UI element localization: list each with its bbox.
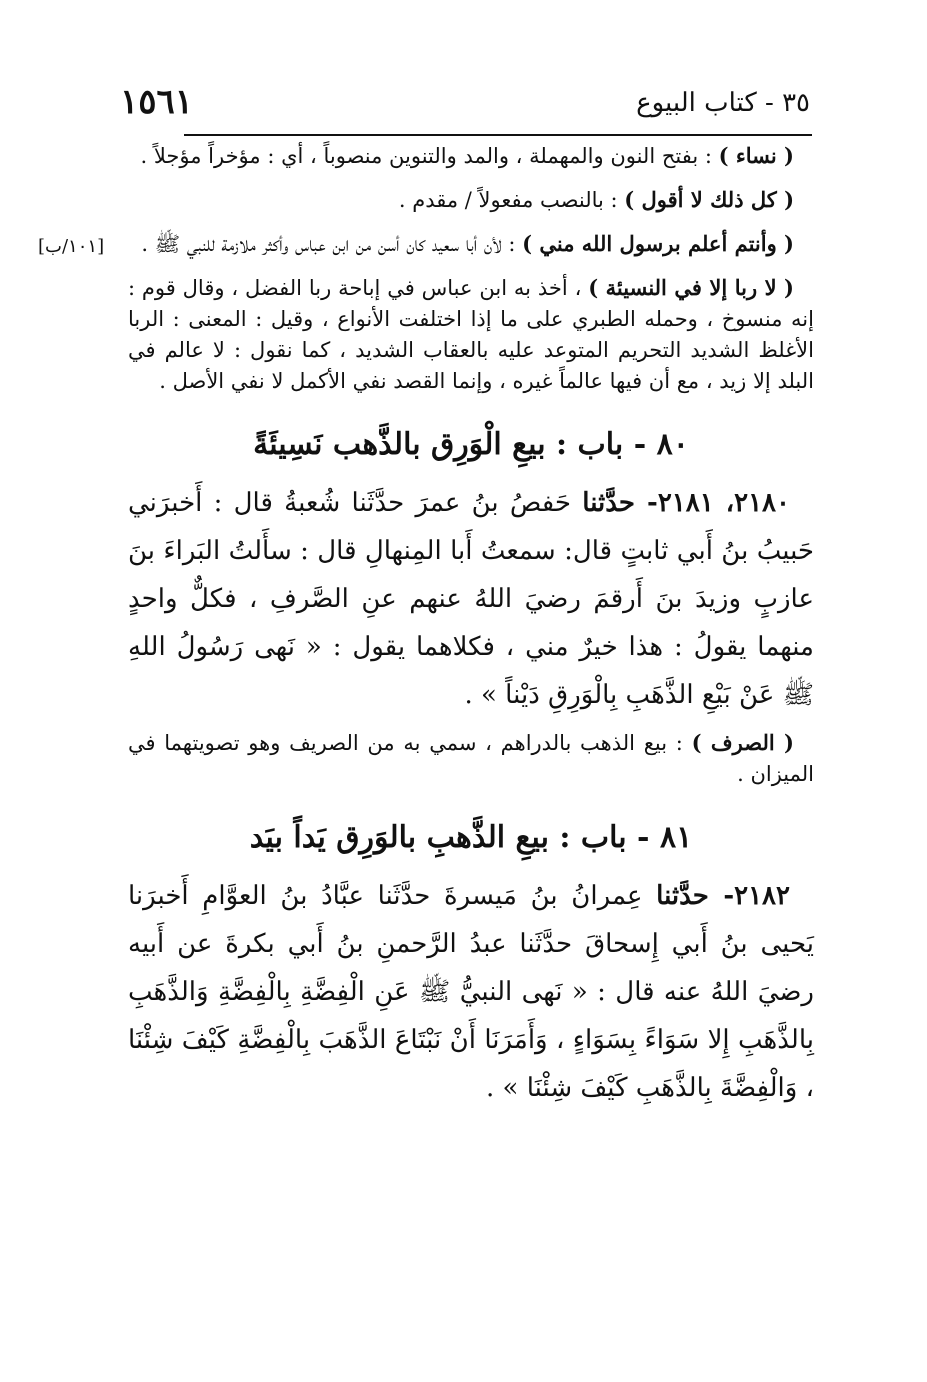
- running-head: ٣٥ - كتاب البيوع: [636, 88, 810, 118]
- chapter-heading-80: ٨٠ - باب : بيعِ الْوَرِق بالذَّهب نَسِيئَةً: [253, 427, 689, 462]
- commentary-note: [128, 228, 814, 260]
- hadith-haddathana: حدَّثنا: [656, 881, 724, 911]
- hadith-number: ٢١٨٠، ٢١٨١-: [647, 488, 790, 518]
- note-text: : بيع الذهب بالدراهم ، سمي به من الصريف وهو تصويتهما في الميزان .: [128, 731, 814, 786]
- commentary-note: [128, 272, 814, 397]
- hadith-2182: [128, 872, 814, 1112]
- note-text: ، أخذ به ابن عباس في إباحة ربا الفضل ، وقال قوم : إنه منسوخ ، وحمله الطبري على ما إذا اختلفت الأنواع ، وقيل : المعنى : الربا الأغلظ الشديد التحريم المتوعد عليه بالعقاب الشديد ، كما نقول : لا عالم في البلد إلا زيد ، مع أن فيها عالماً غيره ، وإنما القصد نفي الأكمل لا نفي الأصل .: [128, 276, 814, 393]
- note-lemma: ( لا ربا إلا في النسيئة ): [588, 275, 794, 300]
- commentary-note: [128, 140, 814, 172]
- note-lemma: ( كل ذلك لا أقول ): [624, 187, 794, 212]
- note-text: : بالنصب مفعولاً / مقدم .: [398, 188, 625, 212]
- hadith-2180: [128, 479, 814, 719]
- hadith-text: عِمرانُ بنُ مَيسرةَ حدَّثَنا عبَّادُ بنُ العوَّامِ أَخبرَنا يَحيى بنُ أَبي إِسحاقَ حدَّثَنا عبدُ الرَّحمنِ بنُ أَبي بكرةَ عن أَبيه رضيَ اللهُ عنه قال : « نَهى النبيُّ ﷺ عَنِ الْفِضَّةِ بِالْفِضَّةِ وَالذَّهَبِ بِالذَّهَبِ إِلا سَوَاءً بِسَوَاءٍ ، وَأَمَرَنَا أَنْ نَبْتَاعَ الذَّهَبَ بِالْفِضَّةِ كَيْفَ شِئْنَا ، وَالْفِضَّةَ بِالذَّهَبِ كَيْفَ شِئْنَا » .: [128, 881, 814, 1103]
- hadith-number: ٢١٨٢-: [723, 881, 790, 911]
- note-text: : بفتح النون والمهملة ، والمد والتنوين منصوباً ، أي : مؤخراً مؤجلاً .: [140, 144, 719, 168]
- note-lemma: ( الصرف ): [691, 730, 794, 755]
- hadith-haddathana: حدَّثنا: [582, 488, 648, 518]
- note-lemma: ( وأنتم أعلم برسول الله مني ): [522, 231, 794, 256]
- page-number: ١٥٦١: [120, 82, 194, 122]
- page-body: [128, 140, 814, 1120]
- chapter-heading-81: ٨١ - باب : بيعِ الذَّهبِ بالوَرِق يَداً بيَد: [249, 820, 693, 855]
- hadith-text: حَفصُ بنُ عمرَ حدَّثَنا شُعبةُ قال : أَخبرَني حَبيبُ بنُ أَبي ثابتٍ قال: سمعتُ أَبا المِنهالِ قال : سأَلتُ البَراءَ بنَ عازبٍ وزيدَ بنَ أَرقمَ رضيَ اللهُ عنهم عنِ الصَّرفِ ، فكلٌّ واحدٍ منهما يقولُ : هذا خيرٌ مني ، فكلاهما يقول : « نَهى رَسُولُ اللهِ ﷺ عَنْ بَيْعِ الذَّهَبِ بِالْوَرِقِ دَيْناً » .: [128, 488, 814, 710]
- commentary-note: [128, 184, 814, 216]
- note-text: : لأن أبا سعيد كان أسن من ابن عباس وأكثر ملازمة للنبي ﷺ .: [141, 232, 523, 256]
- header-rule: [184, 134, 812, 136]
- page-header: [120, 82, 810, 126]
- commentary-note: [128, 727, 814, 790]
- margin-folio-reference: [١٠١/ب]: [38, 236, 105, 257]
- note-lemma: ( نساء ): [718, 143, 794, 168]
